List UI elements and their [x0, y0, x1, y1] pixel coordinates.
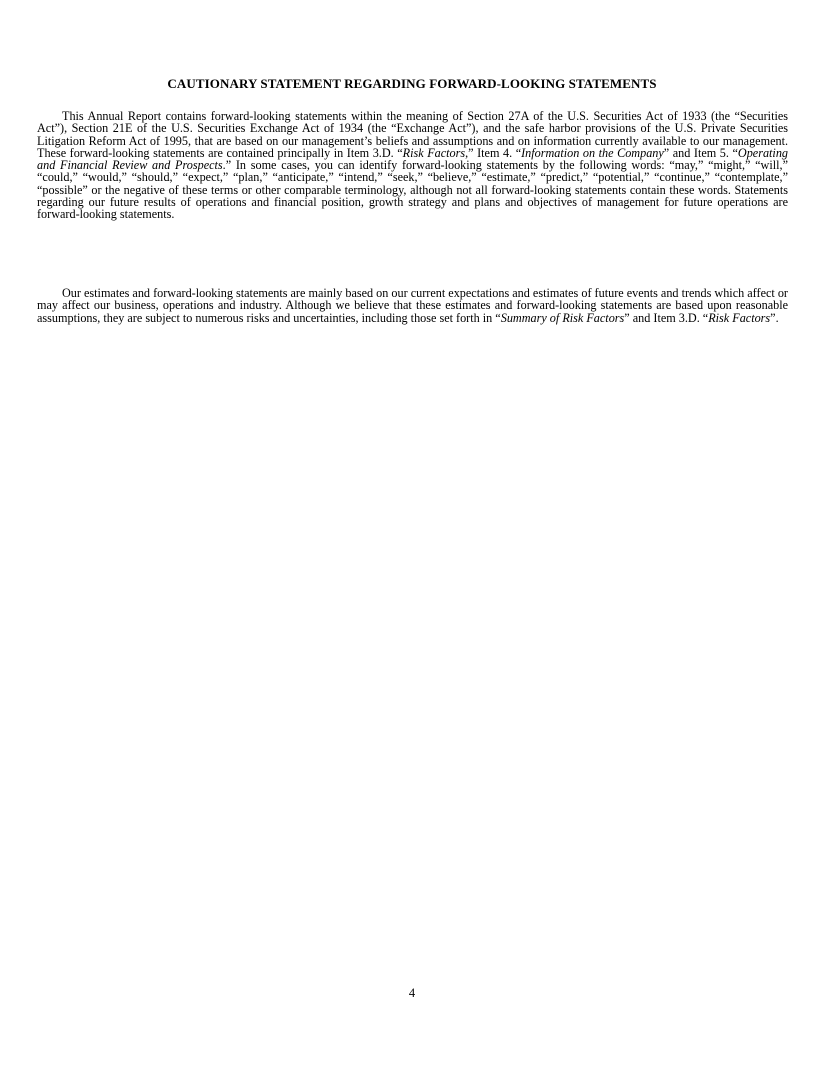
page-number: 4	[408, 986, 416, 1000]
italic-reference-summary-risk-factors: Summary of Risk Factors	[500, 310, 625, 325]
paragraph-text: ”.	[770, 310, 779, 325]
paragraph-text: This Annual Report contains forward-looking statements within the meaning of Section 27A of the U.S. Securities Act of 1933 (the “Securities Act”), Section 21E of the U.S. Securities Exchange Act of 1934 (the “Exchange Act”), and the safe harbor provisions of the U.S. Private Securities Litigation Reform Act of 1995, that are based on our management’s beliefs and assumptions and on information currently available to our management. These forward-looking statements are contained principally in Item 3.D. “	[37, 109, 788, 160]
paragraph-estimates	[37, 287, 788, 324]
paragraph-text: ” and Item 5. “	[663, 145, 738, 160]
italic-reference-operating-review: Operating and Financial Review and Prospects	[37, 145, 789, 173]
paragraph-text: ,” Item 4. “	[465, 145, 522, 160]
paragraph-forward-looking-intro	[37, 110, 788, 221]
section-heading: CAUTIONARY STATEMENT REGARDING FORWARD-LOOKING STATEMENTS	[167, 76, 657, 91]
paragraph-text: Our estimates and forward-looking statements are mainly based on our current expectations and estimates of future events and trends which affect or may affect our business, operations and industry. Although we believe that these estimates and forward-looking statements are based upon reasonable assumptions, they are subject to numerous risks and uncertainties, including those set forth in “	[37, 286, 788, 325]
paragraph-text: .” In some cases, you can identify forward-looking statements by the following words: “may,” “might,” “will,” “could,” “would,” “should,” “expect,” “plan,” “anticipate,” “intend,” “seek,” “believe,” “estimate,” “predict,” “potential,” “continue,” “contemplate,” “possible” or the negative of these terms or other comparable terminology, although not all forward-looking statements contain these words. Statements regarding our future results of operations and financial position, growth strategy and plans and objectives of management for future operations are forward-looking statements.	[37, 158, 788, 222]
italic-reference-risk-factors: Risk Factors	[708, 310, 771, 325]
italic-reference-company-info: Information on the Company	[521, 145, 664, 160]
italic-reference-risk-factors: Risk Factors	[402, 145, 466, 160]
paragraph-text: ” and Item 3.D. “	[624, 310, 709, 325]
